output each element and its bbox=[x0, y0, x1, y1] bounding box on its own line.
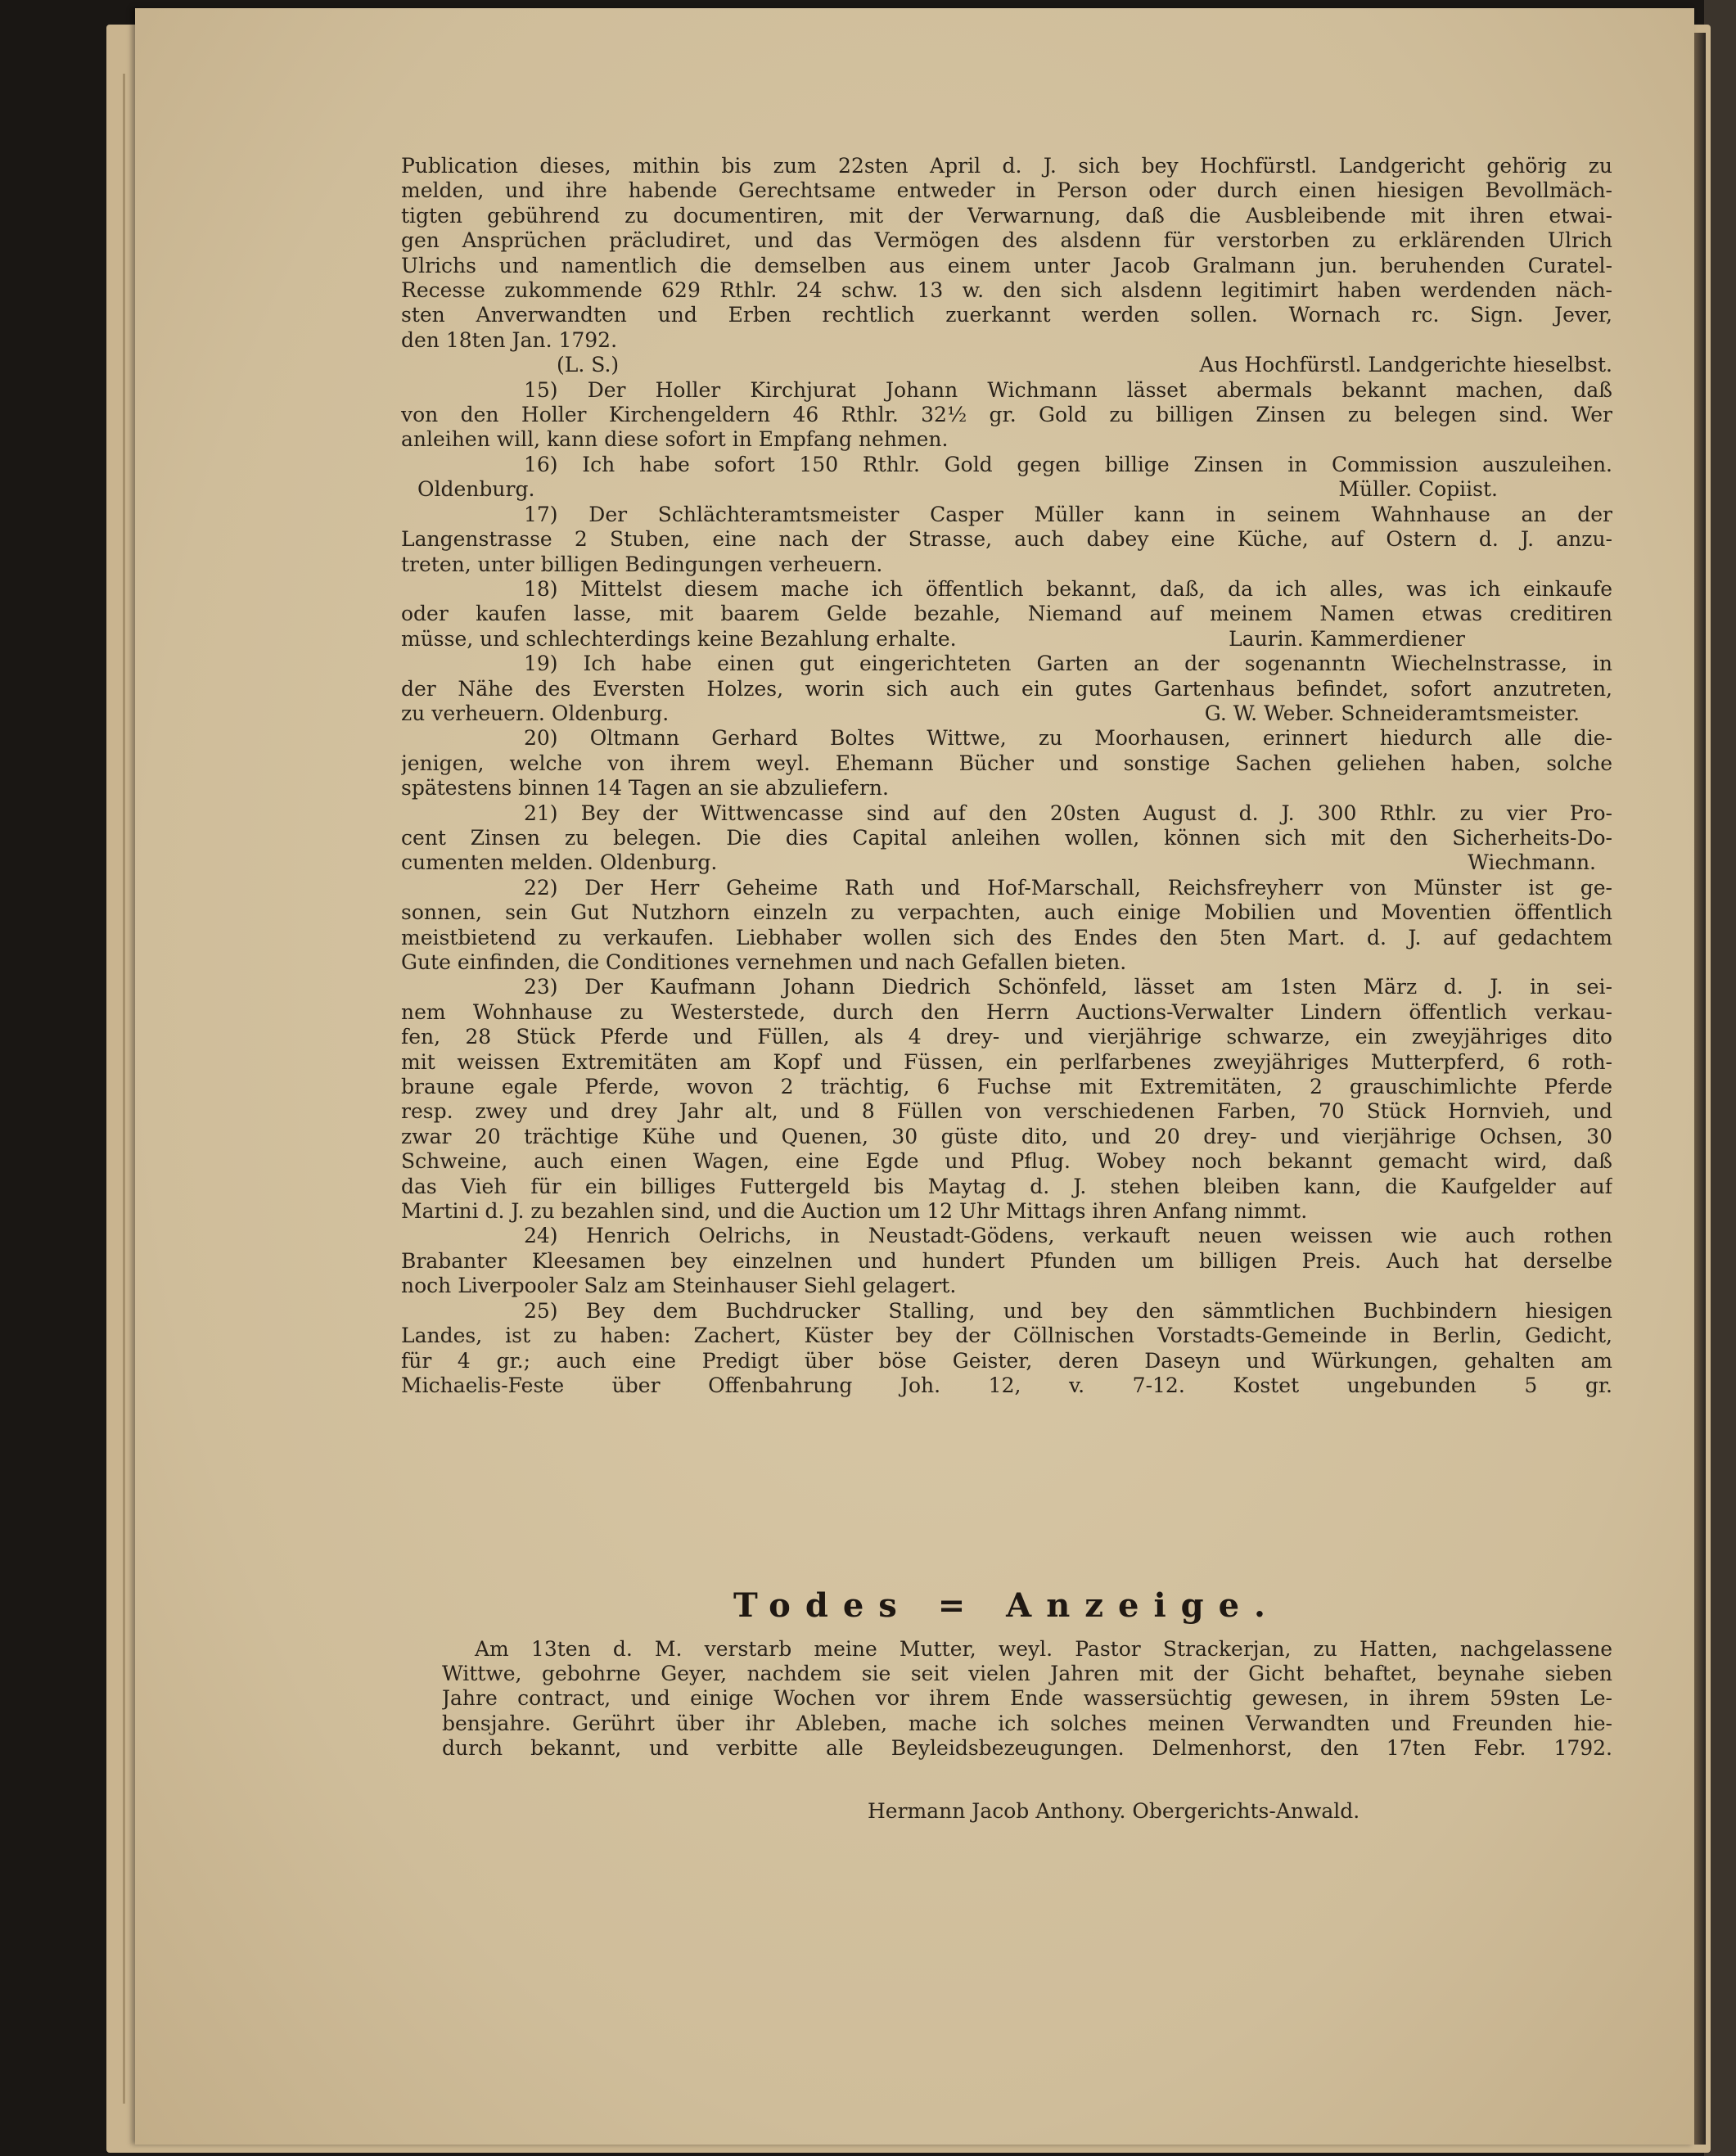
item-22-line: Gute einfinden, die Conditiones vernehmen und nach Gefallen bieten. bbox=[401, 950, 1127, 974]
death-notice-line: Am 13ten d. M. verstarb meine Mutter, weyl. Pastor Strackerjan, zu Hatten, nachgelassene bbox=[475, 1637, 1612, 1661]
item-24-line: 24) Henrich Oelrichs, in Neustadt-Gödens, verkauft neuen weissen wie auch rothen bbox=[524, 1224, 1612, 1248]
item-23-line: braune egale Pferde, wovon 2 trächtig, 6 Fuchse mit Extremitäten, 2 grauschimlichte Pferde bbox=[401, 1075, 1612, 1099]
item-23-line: das Vieh für ein billiges Futtergeld bis Maytag d. J. stehen bleiben kann, die Kaufgelder auf bbox=[401, 1174, 1612, 1198]
item-21-last-line: cumenten melden. Oldenburg. Wiechmann. bbox=[401, 850, 1612, 875]
item-25-line: Landes, ist zu haben: Zachert, Küster bey der Cöllnischen Vorstadts-Gemeinde in Berlin, Gedicht, bbox=[401, 1324, 1612, 1348]
item-18-line: 18) Mittelst diesem mache ich öffentlich bekannt, daß, da ich alles, was ich einkaufe bbox=[524, 576, 1612, 601]
item-22-line: meistbietend zu verkaufen. Liebhaber wollen sich des Endes den 5ten Mart. d. J. auf gedachtem bbox=[401, 925, 1612, 949]
item-17-line: treten, unter billigen Bedingungen verheuern. bbox=[401, 552, 883, 576]
item-23-line: zwar 20 trächtige Kühe und Quenen, 30 güste dito, und 20 drey- und vierjährige Ochsen, 30 bbox=[401, 1124, 1612, 1148]
item-22-line: sonnen, sein Gut Nutzhorn einzeln zu verpachten, auch einige Mobilien und Moventien öffentlich bbox=[401, 900, 1612, 925]
text-line: Publication dieses, mithin bis zum 22sten April d. J. sich bey Hochfürstl. Landgericht gehörig zu bbox=[401, 154, 1612, 178]
item-25-line: für 4 gr.; auch eine Predigt über böse Geister, deren Daseyn und Würkungen, gehalten am bbox=[401, 1348, 1612, 1373]
death-notice-line: bensjahre. Gerührt über ihr Ableben, mache ich solches meinen Verwandten und Freunden hie- bbox=[442, 1711, 1612, 1735]
item-23-line: fen, 28 Stück Pferde und Füllen, als 4 drey- und vierjährige schwarze, ein zweyjähriges dito bbox=[401, 1025, 1612, 1049]
item-20-line: spätestens binnen 14 Tagen an sie abzuliefern. bbox=[401, 776, 889, 801]
item-20-line: 20) Oltmann Gerhard Boltes Wittwe, zu Moorhausen, erinnert hiedurch alle die- bbox=[524, 726, 1612, 751]
item-18-last-line: müsse, und schlechterdings keine Bezahlung erhalte. Laurin. Kammerdiener bbox=[401, 627, 1612, 652]
item-23-line: 23) Der Kaufmann Johann Diedrich Schönfeld, lässet am 1sten März d. J. in sei- bbox=[524, 975, 1612, 999]
item-25-line: Michaelis-Feste über Offenbahrung Joh. 12, v. 7-12. Kostet ungebunden 5 gr. bbox=[401, 1373, 1612, 1397]
item-20-line: jenigen, welche von ihrem weyl. Ehemann Bücher und sonstige Sachen geliehen haben, solche bbox=[401, 751, 1612, 775]
item-24-line: Brabanter Kleesamen bey einzelnen und hundert Pfunden um billigen Preis. Auch hat derselbe bbox=[401, 1248, 1612, 1273]
death-notice-heading: Todes = Anzeige. bbox=[733, 1586, 1280, 1625]
text-line: Ulrichs und namentlich die demselben aus einem unter Jacob Gralmann jun. beruhenden Curatel- bbox=[401, 253, 1612, 277]
text-line: tigten gebührend zu documentiren, mit der Verwarnung, daß die Ausbleibende mit ihren etwai- bbox=[401, 203, 1612, 228]
announcements-column bbox=[401, 154, 1612, 1398]
item-23-line: Schweine, auch einen Wagen, eine Egde und Pflug. Wobey noch bekannt gemacht wird, daß bbox=[401, 1149, 1612, 1174]
item-22-line: 22) Der Herr Geheime Rath und Hof-Marschall, Reichsfreyherr von Münster ist ge- bbox=[524, 875, 1612, 900]
item-23-line: Martini d. J. zu bezahlen sind, und die Auction um 12 Uhr Mittags ihren Anfang nimmt. bbox=[401, 1199, 1308, 1224]
item-21-signature: Wiechmann. bbox=[1468, 850, 1596, 875]
item-25-line: 25) Bey dem Buchdrucker Stalling, und bey den sämmtlichen Buchbindern hiesigen bbox=[524, 1298, 1612, 1323]
item-16-signature: Oldenburg. Müller. Copiist. bbox=[417, 477, 1498, 502]
death-notice-line: Wittwe, gebohrne Geyer, nachdem sie seit vielen Jahren mit der Gicht behaftet, beynahe sieben bbox=[442, 1662, 1612, 1686]
item-19-last-line: zu verheuern. Oldenburg. G. W. Weber. Schneideramtsmeister. bbox=[401, 701, 1612, 726]
issuer-signature: Aus Hochfürstl. Landgerichte hieselbst. bbox=[1199, 353, 1612, 377]
item-23-line: mit weissen Extremitäten am Kopf und Füssen, ein perlfarbenes zweyjähriges Mutterpferd, 6 roth- bbox=[401, 1049, 1612, 1074]
death-notice-line: Jahre contract, und einige Wochen vor ihrem Ende wassersüchtig gewesen, in ihrem 59sten Le- bbox=[442, 1686, 1612, 1711]
item-21-line: cent Zinsen zu belegen. Die dies Capital anleihen wollen, können sich mit den Sicherheits-Do- bbox=[401, 825, 1612, 850]
item-18-line: oder kaufen lasse, mit baarem Gelde bezahle, Niemand auf meinem Namen etwas creditiren bbox=[401, 602, 1612, 626]
seal-mark: (L. S.) bbox=[557, 353, 620, 377]
text-line: den 18ten Jan. 1792. bbox=[401, 327, 618, 352]
item-17-line: Langenstrasse 2 Stuben, eine nach der Strasse, auch dabey eine Küche, auf Ostern d. J. anzu- bbox=[401, 527, 1612, 552]
book-spine-edge bbox=[1694, 33, 1706, 2145]
item-19-line: 19) Ich habe einen gut eingerichteten Garten an der sogenanntn Wiechelnstrasse, in bbox=[524, 652, 1612, 676]
text-line: Recesse zukommende 629 Rthlr. 24 schw. 13 w. den sich alsdenn legitimirt haben werdenden näch- bbox=[401, 278, 1612, 303]
item-19-line: der Nähe des Eversten Holzes, worin sich auch ein gutes Gartenhaus befindet, sofort anzutreten, bbox=[401, 676, 1612, 701]
item-24-line: noch Liverpooler Salz am Steinhauser Siehl gelagert. bbox=[401, 1274, 957, 1298]
item-23-line: resp. zwey und drey Jahr alt, und 8 Füllen von verschiedenen Farben, 70 Stück Hornvieh, und bbox=[401, 1099, 1612, 1124]
text-line: melden, und ihre habende Gerechtsame entweder in Person oder durch einen hiesigen Bevollmäch- bbox=[401, 178, 1612, 203]
item-18-signature: Laurin. Kammerdiener bbox=[1229, 626, 1465, 651]
item-16-line: 16) Ich habe sofort 150 Rthlr. Gold gegen billige Zinsen in Commission auszuleihen. bbox=[524, 452, 1612, 476]
death-notice-signature: Hermann Jacob Anthony. Obergerichts-Anwald. bbox=[868, 1799, 1360, 1823]
item-15-line: von den Holler Kirchengeldern 46 Rthlr. 32½ gr. Gold zu billigen Zinsen zu belegen sind. Wer bbox=[401, 403, 1612, 427]
text-line: gen Ansprüchen präcludiret, und das Vermögen des alsdenn für verstorben zu erklärenden Ulrich bbox=[401, 228, 1612, 253]
item-19-signature: G. W. Weber. Schneideramtsmeister. bbox=[1204, 701, 1580, 725]
text-line: sten Anverwandten und Erben rechtlich zuerkannt werden sollen. Wornach rc. Sign. Jever, bbox=[401, 303, 1612, 327]
item-15-line: 15) Der Holler Kirchjurat Johann Wichmann lässet abermals bekannt machen, daß bbox=[524, 377, 1612, 402]
item-15-line: anleihen will, kann diese sofort in Empfang nehmen. bbox=[401, 427, 949, 452]
item-21-line: 21) Bey der Wittwencasse sind auf den 20sten August d. J. 300 Rthlr. zu vier Pro- bbox=[524, 801, 1612, 825]
item-17-line: 17) Der Schlächteramtsmeister Casper Müller kann in seinem Wahnhause an der bbox=[524, 502, 1612, 526]
seal-line bbox=[401, 353, 1612, 377]
death-notice bbox=[442, 1637, 1612, 1761]
death-notice-line: durch bekannt, und verbitte alle Beyleidsbezeugungen. Delmenhorst, den 17ten Febr. 1792. bbox=[442, 1735, 1612, 1760]
page-edge-line bbox=[123, 74, 125, 2104]
item-23-line: nem Wohnhause zu Westerstede, durch den Herrn Auctions-Verwalter Lindern öffentlich verkau- bbox=[401, 999, 1612, 1024]
